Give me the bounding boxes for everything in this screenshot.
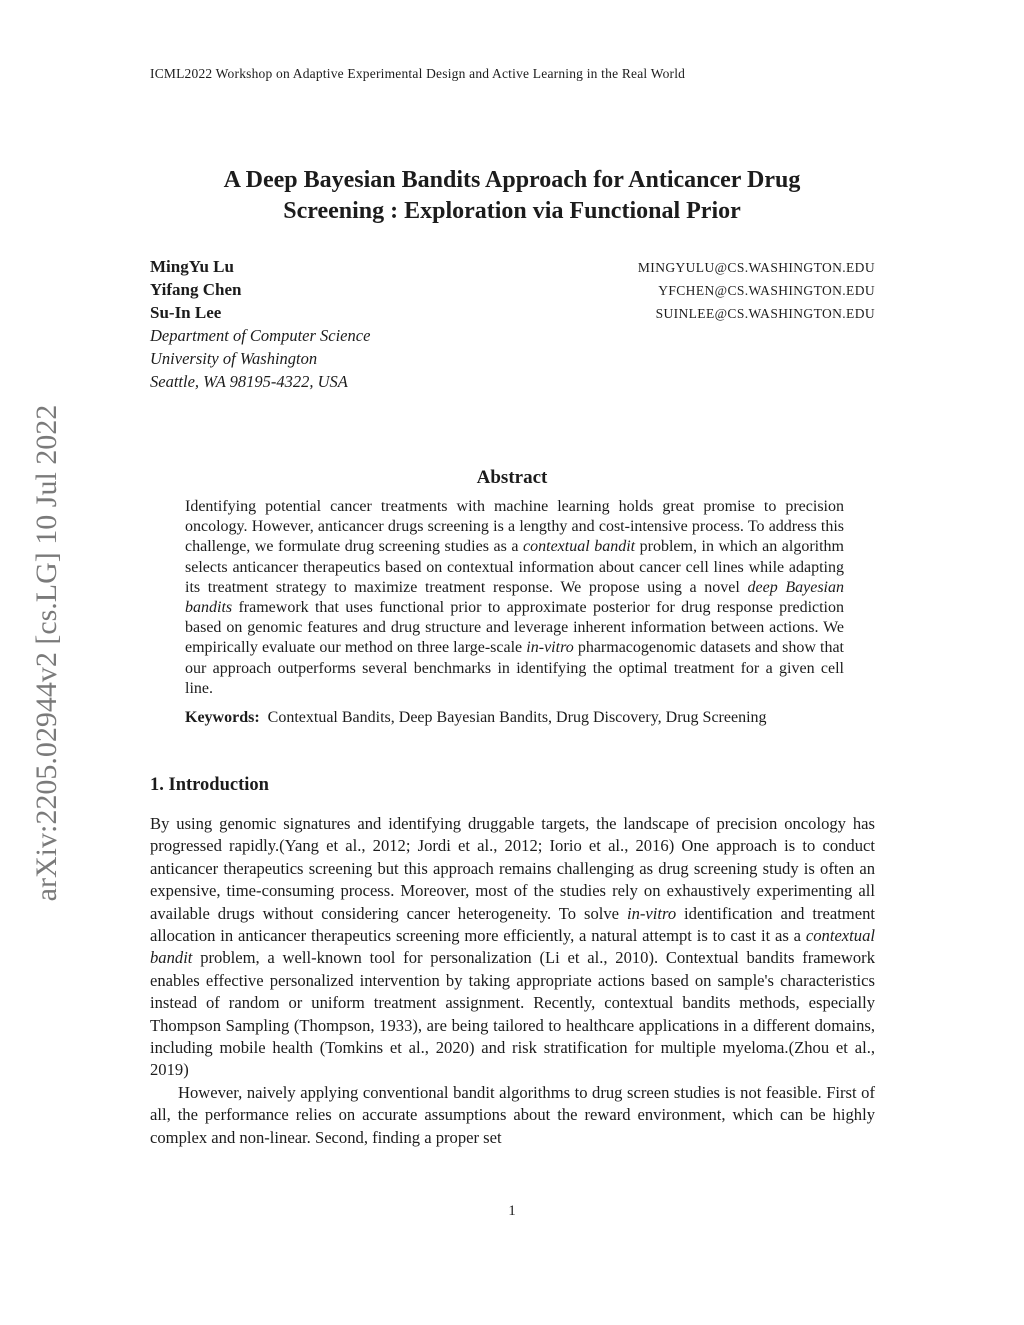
author-row <box>150 303 875 326</box>
section-heading-introduction: 1. Introduction <box>150 775 269 795</box>
abstract-body <box>185 497 844 728</box>
author-email: SUINLEE@CS.WASHINGTON.EDU <box>655 306 875 321</box>
abstract-heading: Abstract <box>476 467 548 488</box>
author-email: MINGYULU@CS.WASHINGTON.EDU <box>637 260 875 275</box>
abstract-paragraph: Identifying potential cancer treatments with machine learning holds great promise to precision oncology. However, anticancer drugs screening is a lengthy and cost-intensive process. To address this challenge, we formulate drug screening studies as a contextual bandit problem, in which an algorithm selects anticancer therapeutics based on contextual information about cancer cell lines while adapting its treatment strategy to maximize treatment response. We propose using a novel deep Bayesian bandits framework that uses functional prior to approximate posterior for drug response prediction based on genomic features and drug structure and leverage inherent information between actions. We empirically evaluate our method on three large-scale in-vitro pharmacogenomic datasets and show that our approach outperforms several benchmarks in identifying the optimal treatment for a given cell line. <box>185 498 844 697</box>
introduction-paragraph-1: By using genomic signatures and identifying druggable targets, the landscape of precision oncology has progressed rapidly.(Yang et al., 2012; Jordi et al., 2012; Iorio et al., 2016) One approach is to conduct anticancer therapeutics screening but this approach remains challenging as drug screening study is often an expensive, time-consuming process. Moreover, most of the studies rely on exhaustively experimenting all available drugs without considering cancer heterogeneity. To solve in-vitro identification and treatment allocation in anticancer therapeutics screening more efficiently, a natural attempt is to cast it as a contextual bandit problem, a well-known tool for personalization (Li et al., 2010). Contextual bandits framework enables effective personalized intervention by taking appropriate actions based on sample's characteristics instead of random or uniform treatment assignment. Recently, contextual bandits methods, especially Thompson Sampling (Thompson, 1933), are being tailored to healthcare applications in a different domains, including mobile health (Tomkins et al., 2020) and risk stratification for multiple myeloma.(Zhou et al., 2019) <box>150 814 875 1080</box>
author-name: MingYu Lu <box>150 257 234 276</box>
keywords-label: Keywords: <box>185 709 260 727</box>
arxiv-watermark: arXiv:2205.02944v2 [cs.LG] 10 Jul 2022 <box>30 404 63 902</box>
page-number: 1 <box>508 1203 516 1219</box>
author-name: Su-In Lee <box>150 303 222 322</box>
keywords-text: Contextual Bandits, Deep Bayesian Bandits, Drug Discovery, Drug Screening <box>267 709 767 727</box>
affiliation-address: Seattle, WA 98195-4322, USA <box>150 372 348 391</box>
running-header: ICML2022 Workshop on Adaptive Experimental Design and Active Learning in the Real World <box>150 66 686 81</box>
paper-title <box>120 165 904 227</box>
author-row <box>150 257 875 280</box>
author-email: YFCHEN@CS.WASHINGTON.EDU <box>658 283 875 298</box>
paper-title-line1: A Deep Bayesian Bandits Approach for Anticancer Drug <box>223 167 801 193</box>
introduction-paragraph-2: However, naively applying conventional bandit algorithms to drug screen studies is not feasible. First of all, the performance relies on accurate assumptions about the reward environment, which can be highly complex and non-linear. Second, finding a proper set <box>150 1082 875 1147</box>
author-block <box>150 257 875 395</box>
introduction-body <box>150 813 875 1149</box>
author-row <box>150 280 875 303</box>
keywords-line <box>185 708 844 728</box>
affiliation-university: University of Washington <box>150 349 318 368</box>
author-name: Yifang Chen <box>150 280 242 299</box>
paper-title-line2: Screening : Exploration via Functional Prior <box>283 198 741 224</box>
affiliation-department: Department of Computer Science <box>150 326 371 345</box>
